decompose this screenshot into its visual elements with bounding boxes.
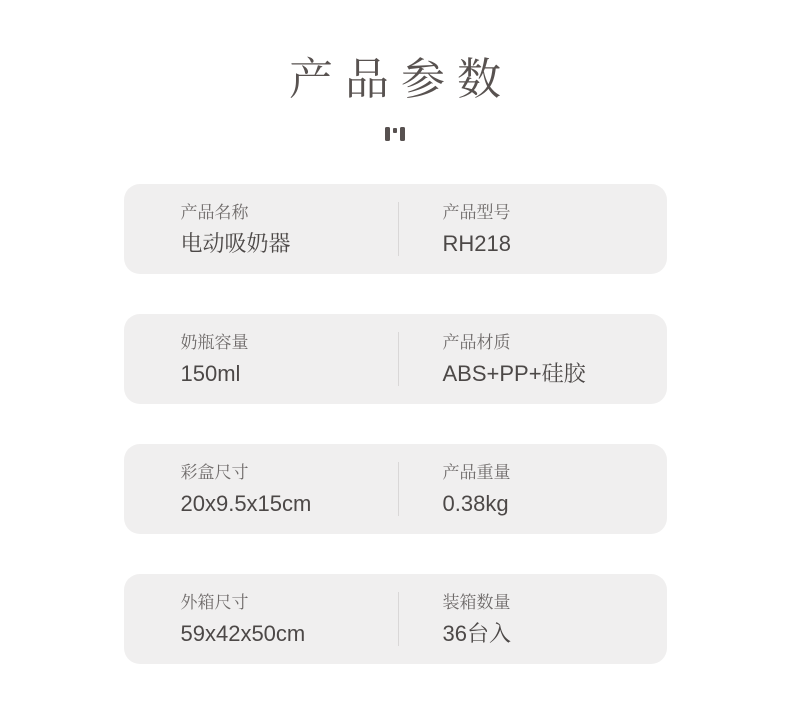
spec-cell	[399, 594, 511, 645]
mark-right-bar	[400, 127, 405, 141]
spec-card-cartonsize-quantity	[124, 574, 667, 664]
spec-label: 奶瓶容量	[180, 332, 249, 352]
spec-cell	[124, 594, 398, 645]
page-title: 产品参数	[289, 55, 513, 104]
page-header	[0, 0, 790, 141]
spec-card-capacity-material	[124, 314, 667, 404]
spec-value: 59x42x50cm	[180, 620, 306, 646]
spec-label: 装箱数量	[442, 592, 511, 612]
spec-label: 产品型号	[442, 202, 511, 222]
spec-card-product-name-model	[124, 184, 667, 274]
spec-value: 36台入	[442, 620, 511, 646]
spec-value: 150ml	[180, 360, 241, 386]
spec-label: 产品重量	[442, 462, 511, 482]
spec-value: 电动吸奶器	[180, 230, 291, 256]
bar-dot-bar-mark-icon	[384, 127, 406, 141]
spec-cell	[399, 204, 511, 255]
spec-cell	[124, 204, 398, 255]
spec-card-boxsize-weight	[124, 444, 667, 534]
spec-cell	[124, 334, 398, 385]
mark-center-dot	[393, 128, 397, 133]
spec-value: ABS+PP+硅胶	[442, 360, 586, 386]
spec-cell	[124, 464, 398, 515]
spec-value: 0.38kg	[442, 490, 509, 516]
spec-label: 彩盒尺寸	[180, 462, 249, 482]
mark-left-bar	[385, 127, 390, 141]
spec-cell	[399, 334, 586, 385]
spec-label: 外箱尺寸	[180, 592, 249, 612]
spec-value: 20x9.5x15cm	[180, 490, 312, 516]
spec-label: 产品名称	[180, 202, 249, 222]
spec-card-list	[124, 184, 667, 664]
spec-label: 产品材质	[442, 332, 511, 352]
spec-cell	[399, 464, 511, 515]
spec-value: RH218	[442, 230, 511, 256]
